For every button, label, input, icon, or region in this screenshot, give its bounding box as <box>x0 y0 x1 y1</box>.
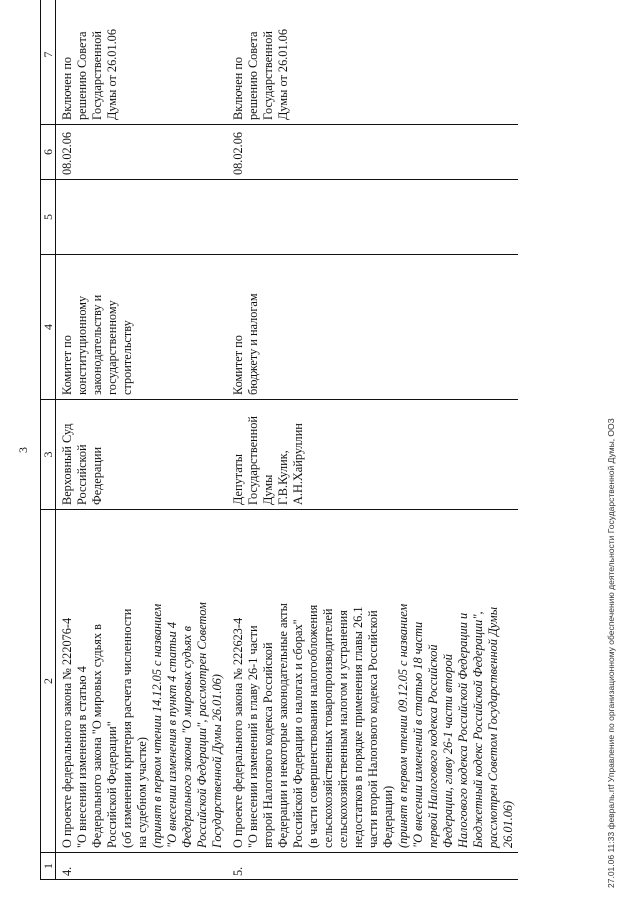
text-line: решению Совета <box>75 31 89 120</box>
text-line: Федерации, главу 26-1 части второй <box>441 654 455 848</box>
text-line: сельскохозяйственных товаропроизводителей <box>321 608 335 848</box>
text-line: Государственной <box>261 31 275 120</box>
text-line: (принят в первом чтении 14.12.05 с названием <box>150 603 164 848</box>
table-row <box>56 0 228 880</box>
date-cell: 08.02.06 <box>56 125 228 180</box>
text-line: второй Налогового кодекса Российской <box>261 642 275 848</box>
table-row <box>227 0 518 880</box>
text-line: сельскохозяйственным налогом и устранения <box>336 610 350 848</box>
column-number: 2 <box>41 510 56 853</box>
text-line: Российской Федерации", рассмотрен Советом <box>195 602 209 848</box>
column-number: 1 <box>41 853 56 880</box>
text-line: Включен по <box>60 56 74 120</box>
bill-title <box>60 514 150 848</box>
text-line: Думы <box>261 474 275 505</box>
text-line: Государственной Думы 26.01.06) <box>210 674 224 848</box>
text-line: Государственной <box>246 416 260 505</box>
text-line: Федерального закона "О мировых судьях в <box>180 626 194 848</box>
text-line: первой Налогового кодекса Российской <box>426 644 440 848</box>
text-line: Российской Федерации" <box>105 721 119 848</box>
text-line: Включен по <box>231 56 245 120</box>
text-line: Комитет по <box>60 335 74 395</box>
row-number: 4. <box>56 853 228 880</box>
bill-description <box>56 510 228 853</box>
text-line: (об изменении критерия расчета численности <box>120 608 134 848</box>
status-cell <box>227 0 518 125</box>
column-5-cell <box>227 180 518 255</box>
text-line: "О внесении изменения в статью 4 <box>75 666 89 848</box>
column-number: 4 <box>41 255 56 400</box>
text-line: Думы от 26.01.06 <box>105 29 119 120</box>
rotated-page <box>16 20 515 880</box>
text-line: Депутаты <box>231 453 245 505</box>
initiator <box>227 400 518 510</box>
text-line: бюджету и налогам <box>246 293 260 395</box>
bill-note <box>150 514 225 848</box>
text-line: Комитет по <box>231 335 245 395</box>
text-line: Государственной <box>90 31 104 120</box>
row-number: 5. <box>227 853 518 880</box>
column-number: 3 <box>41 400 56 510</box>
bill-note <box>396 514 516 848</box>
text-line: (принят в первом чтении 09.12.05 с названием <box>396 603 410 848</box>
text-line: Федерации и некоторые законодательные акты <box>276 603 290 848</box>
text-line: "О внесении изменения в пункт 4 статьи 4 <box>165 622 179 848</box>
text-line: решению Совета <box>246 31 260 120</box>
text-line: Федерации <box>90 446 104 505</box>
text-line: недостатков в порядке применения главы 26.1 <box>351 606 365 848</box>
text-line: "О внесении изменений в главу 26-1 части <box>246 625 260 848</box>
text-line: О проекте федерального закона № 222623-4 <box>231 617 245 848</box>
column-number-row <box>41 0 56 880</box>
text-line: (в части совершенствования налогообложения <box>306 604 320 848</box>
text-line: законодательству и <box>90 294 104 395</box>
text-line: части второй Налогового кодекса Российской <box>366 610 380 848</box>
text-line: Думы от 26.01.06 <box>276 29 290 120</box>
text-line: "О внесении изменений в статью 18 части <box>411 621 425 848</box>
committee <box>56 255 228 400</box>
bill-description <box>227 510 518 853</box>
initiator <box>56 400 228 510</box>
date-cell: 08.02.06 <box>227 125 518 180</box>
footer-file-info: 27.01.06 11:33 февраль.rtf Управление по организационному обеспечению деятельности Государственной Думы, ООЗ <box>606 418 616 888</box>
column-number: 5 <box>41 180 56 255</box>
text-line: строительству <box>120 320 134 395</box>
page-number: 3 <box>16 447 30 453</box>
text-line: О проекте федерального закона № 222076-4 <box>60 617 74 848</box>
agenda-table <box>40 0 518 880</box>
text-line: конституционному <box>75 295 89 395</box>
text-line: на судебном участке) <box>135 737 149 848</box>
text-line: рассмотрен Советом Государственной Думы <box>486 606 500 848</box>
text-line: 26.01.06) <box>501 800 515 848</box>
text-line: Федерального закона "О мировых судьях в <box>90 624 104 848</box>
text-line: Российской Федерации о налогах и сборах" <box>291 619 305 848</box>
text-line: государственному <box>105 300 119 395</box>
text-line: Бюджетный кодекс Российской Федерации", <box>471 611 485 848</box>
text-line: Налогового кодекса Российской Федерации и <box>456 612 470 848</box>
column-number: 6 <box>41 125 56 180</box>
bill-title <box>231 514 396 848</box>
text-line: Верховный Суд <box>60 423 74 505</box>
text-line: Г.В.Кулик, <box>276 450 290 505</box>
text-line: А.Н.Хайруллин <box>291 423 305 505</box>
column-5-cell <box>56 180 228 255</box>
text-line: Федерации) <box>381 785 395 848</box>
committee <box>227 255 518 400</box>
status-cell <box>56 0 228 125</box>
column-number: 7 <box>41 0 56 125</box>
text-line: Российской <box>75 444 89 505</box>
